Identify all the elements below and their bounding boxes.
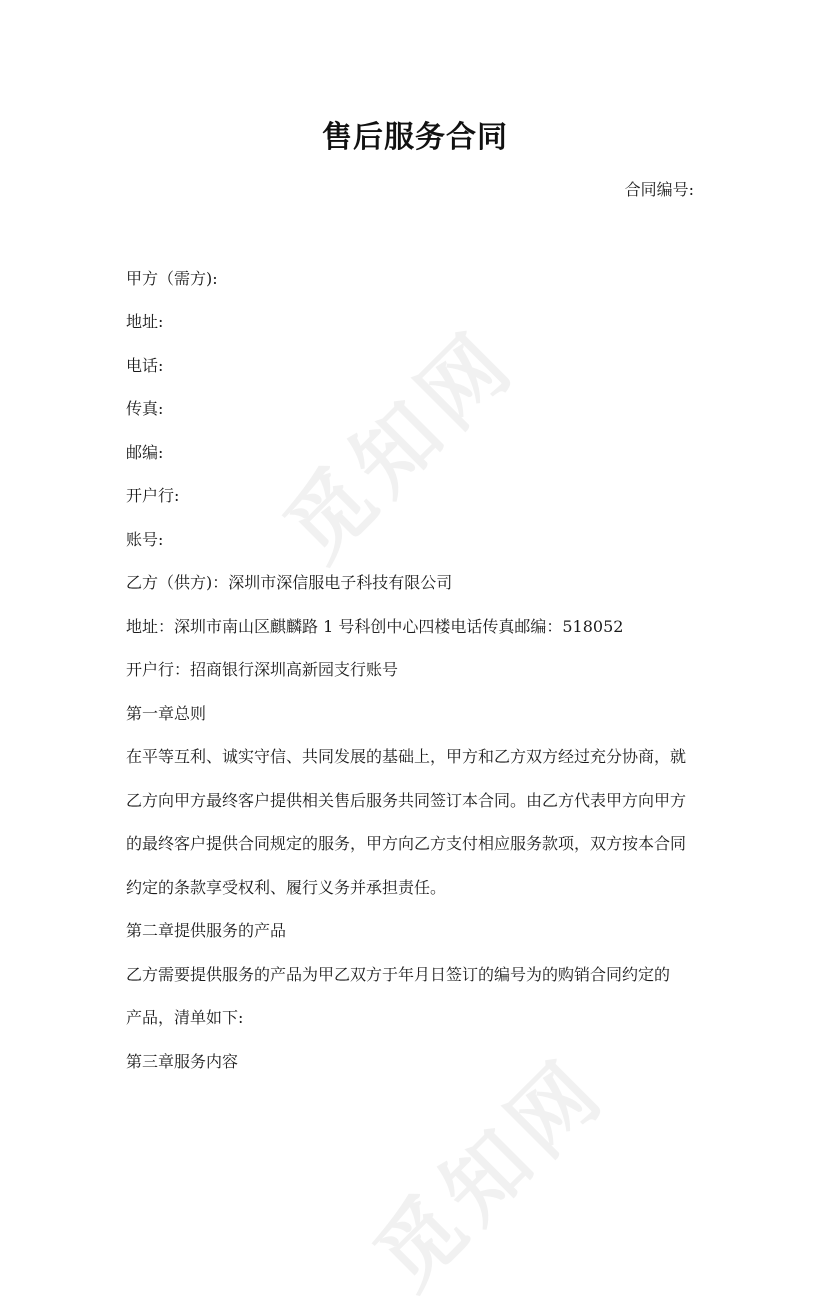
chapter-1-paragraph-line: 约定的条款享受权利、履行义务并承担责任。 — [126, 878, 447, 897]
party-a-name-label: 甲方（需方): — [126, 269, 218, 288]
party-a-phone-label: 电话: — [126, 356, 164, 375]
chapter-1-paragraph-line: 的最终客户提供合同规定的服务，甲方向乙方支付相应服务款项，双方按本合同 — [126, 834, 687, 853]
chapter-1-heading: 第一章总则 — [126, 704, 207, 723]
party-b-name: 乙方（供方)：深圳市深信服电子科技有限公司 — [126, 573, 453, 592]
contract-number-label: 合同编号: — [624, 180, 694, 199]
watermark: 觅知网 — [266, 310, 535, 580]
party-a-account-label: 账号: — [126, 530, 164, 549]
chapter-2-heading: 第二章提供服务的产品 — [126, 921, 287, 940]
party-a-address-label: 地址: — [126, 312, 164, 331]
chapter-1-paragraph-line: 在平等互利、诚实守信、共同发展的基础上，甲方和乙方双方经过充分协商，就 — [126, 747, 687, 766]
party-b-address: 地址：深圳市南山区麒麟路 1 号科创中心四楼电话传真邮编：518052 — [126, 617, 624, 636]
chapter-2-paragraph-line: 乙方需要提供服务的产品为甲乙双方于年月日签订的编号为的购销合同约定的 — [126, 965, 671, 984]
party-a-postcode-label: 邮编: — [126, 443, 164, 462]
document-title: 售后服务合同 — [322, 120, 508, 155]
party-b-bank: 开户行：招商银行深圳高新园支行账号 — [126, 660, 399, 679]
watermark: 觅知网 — [356, 1038, 625, 1308]
chapter-2-paragraph-line: 产品，清单如下: — [126, 1008, 244, 1027]
chapter-3-heading: 第三章服务内容 — [126, 1052, 239, 1071]
party-a-bank-label: 开户行: — [126, 486, 180, 505]
party-a-fax-label: 传真: — [126, 399, 164, 418]
chapter-1-paragraph-line: 乙方向甲方最终客户提供相关售后服务共同签订本合同。由乙方代表甲方向甲方 — [126, 791, 687, 810]
